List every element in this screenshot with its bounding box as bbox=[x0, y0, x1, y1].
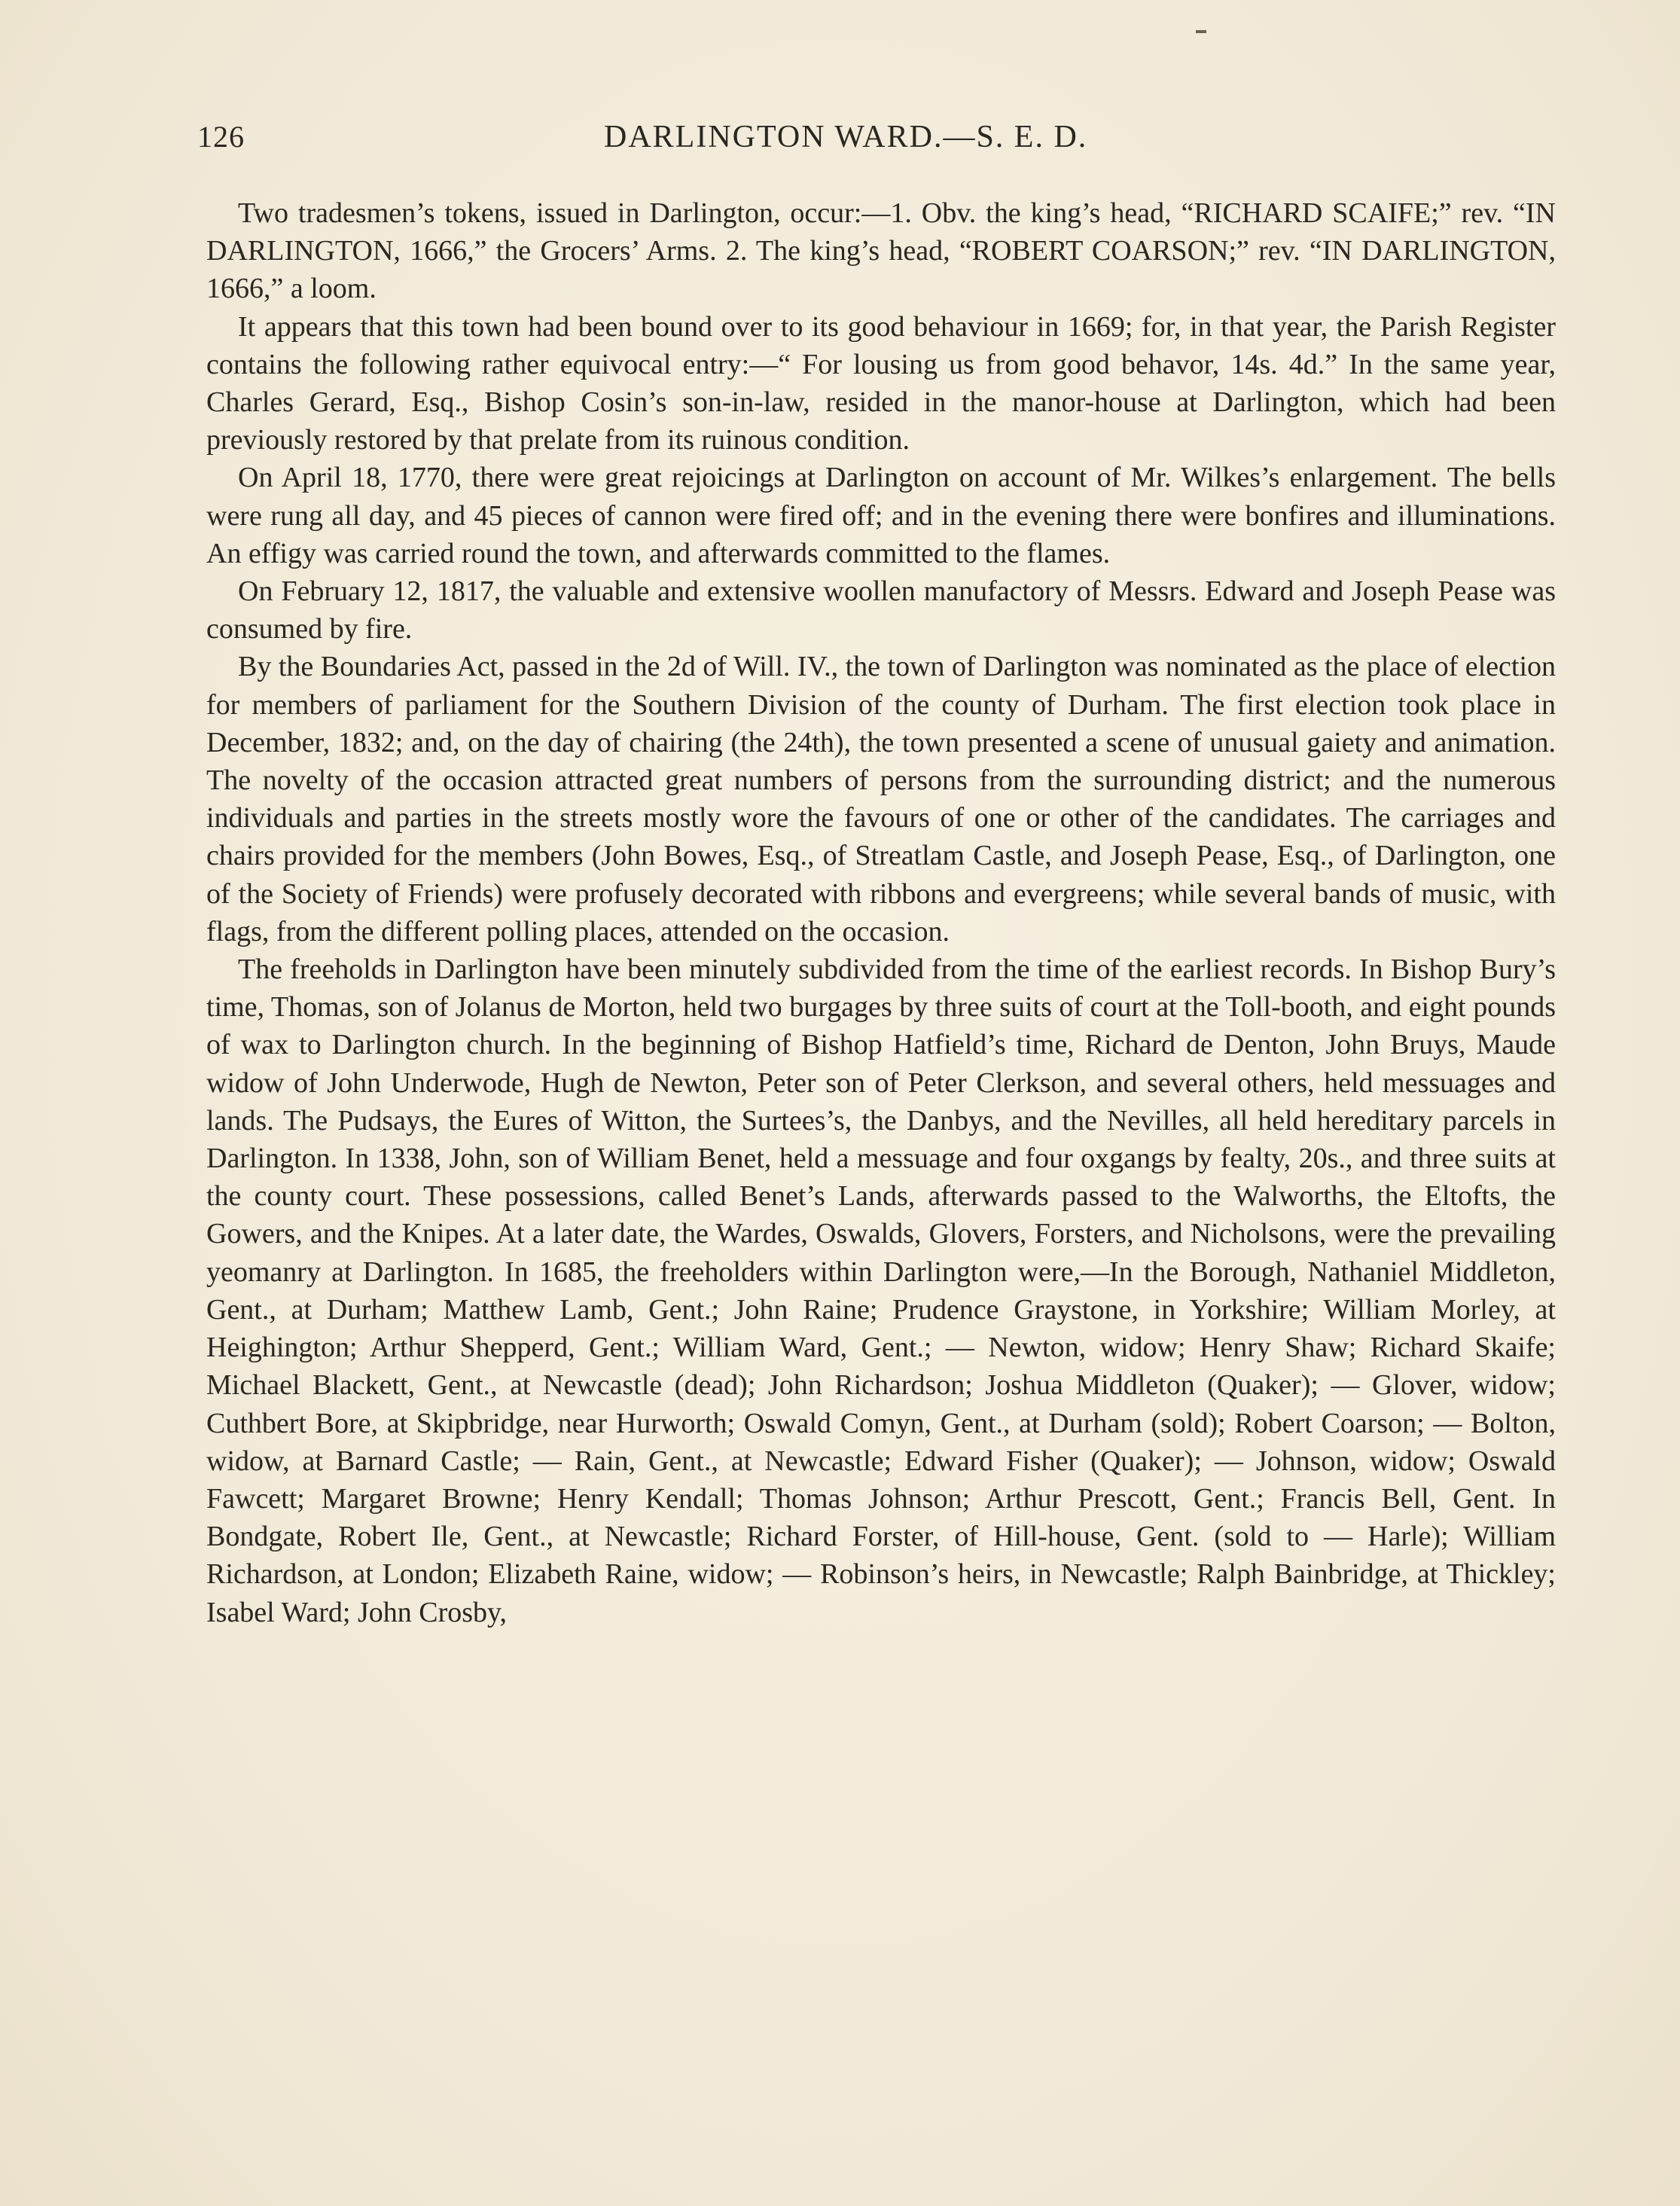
page-header bbox=[197, 119, 1560, 164]
paragraph-wilkes: On April 18, 1770, there were great rejoicings at Darlington on account of Mr. Wilkes’s enlargement. The bells were rung all day, and 45 pieces of cannon were fired off; and in the evening there were bonfires and illuminations. An effigy was carried round the town, and afterwards committed to the flames. bbox=[206, 462, 1556, 569]
paragraph-tokens: Two tradesmen’s tokens, issued in Darlington, occur:—1. Obv. the king’s head, “RICHARD SCAIFE;” rev. “IN DARLINGTON, 1666,” the Grocers’ Arms. 2. The king’s head, “ROBERT COARSON;” rev. “IN DARLINGTON, 1666,” a loom. bbox=[206, 197, 1556, 305]
body-text bbox=[206, 194, 1556, 1631]
page-number: 126 bbox=[197, 120, 245, 154]
ink-mark bbox=[1196, 30, 1206, 33]
paragraph-good-behaviour: It appears that this town had been bound over to its good behaviour in 1669; for, in that year, the Parish Register contains the following rather equivocal entry:—“ For lousing us from good behavor, 14s. 4d.” In the same year, Charles Gerard, Esq., Bishop Cosin’s son-in-law, resided in the manor-house at Darlington, which had been previously restored by that prelate from its ruinous condition. bbox=[206, 310, 1556, 456]
paragraph-freeholds: The freeholds in Darlington have been minutely subdivided from the time of the earliest records. In Bishop Bury’s time, Thomas, son of Jolanus de Morton, held two burgages by three suits of court at the Toll-booth, and eight pounds of wax to Darlington church. In the beginning of Bishop Hatfield’s time, Richard de Denton, John Bruys, Maude widow of John Underwode, Hugh de Newton, Peter son of Peter Clerkson, and several others, held messuages and lands. The Pudsays, the Eures of Witton, the Surtees’s, the Danbys, and the Nevilles, all held hereditary parcels in Darlington. In 1338, John, son of William Benet, held a messuage and four oxgangs by fealty, 20s., and three suits at the county court. These possessions, called Benet’s Lands, afterwards passed to the Walworths, the Eltofts, the Gowers, and the Knipes. At a later date, the Wardes, Oswalds, Glovers, Forsters, and Nicholsons, were the prevailing yeomanry at Darlington. In 1685, the freeholders within Darlington were,—In the Borough, Nathaniel Middleton, Gent., at Durham; Matthew Lamb, Gent.; John Raine; Prudence Graystone, in Yorkshire; William Morley, at Heighington; Arthur Shepperd, Gent.; William Ward, Gent.; — Newton, widow; Henry Shaw; Richard Skaife; Michael Blackett, Gent., at Newcastle (dead); John Richardson; Joshua Middleton (Quaker); — Glover, widow; Cuthbert Bore, at Skipbridge, near Hurworth; Oswald Comyn, Gent., at Durham (sold); Robert Coarson; — Bolton, widow, at Barnard Castle; — Rain, Gent., at Newcastle; Edward Fisher (Quaker); — Johnson, widow; Oswald Fawcett; Margaret Browne; Henry Kendall; Thomas Johnson; Arthur Prescott, Gent.; Francis Bell, Gent. In Bondgate, Robert Ile, Gent., at Newcastle; Richard Forster, of Hill-house, Gent. (sold to — Harle); William Richardson, at London; Elizabeth Raine, widow; — Robinson’s heirs, in Newcastle; Ralph Bainbridge, at Thickley; Isabel Ward; John Crosby, bbox=[206, 953, 1556, 1628]
paragraph-boundaries-act: By the Boundaries Act, passed in the 2d of Will. IV., the town of Darlington was nominated as the place of election for members of parliament for the Southern Division of the county of Durham. The first election took place in December, 1832; and, on the day of chairing (the 24th), the town presented a scene of unusual gaiety and animation. The novelty of the occasion attracted great numbers of persons from the surrounding district; and the numerous individuals and parties in the streets mostly wore the favours of one or other of the candidates. The carriages and chairs provided for the members (John Bowes, Esq., of Streatlam Castle, and Joseph Pease, Esq., of Darlington, one of the Society of Friends) were profusely decorated with ribbons and evergreens; while several bands of music, with flags, from the different polling places, attended on the occasion. bbox=[206, 651, 1556, 947]
paragraph-woollen-fire: On February 12, 1817, the valuable and extensive woollen manufactory of Messrs. Edward and Joseph Pease was consumed by fire. bbox=[206, 575, 1556, 645]
running-head: DARLINGTON WARD.—S. E. D. bbox=[604, 120, 1088, 154]
